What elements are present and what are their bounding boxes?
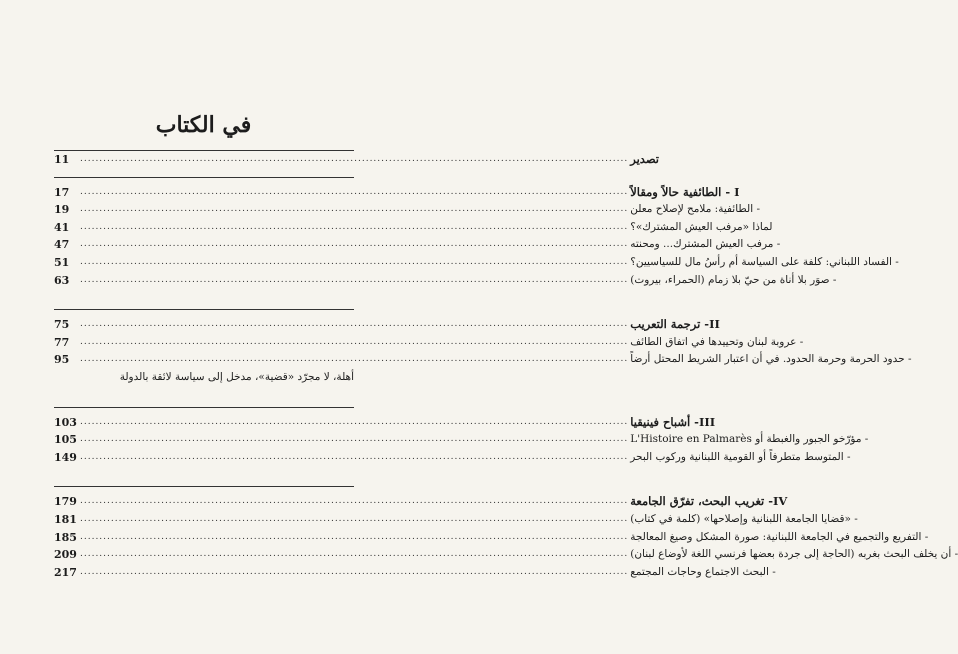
page-number: 11 xyxy=(54,153,70,166)
dot-leader xyxy=(80,546,628,564)
page-number: 103 xyxy=(54,415,77,429)
page-number: 185 xyxy=(54,530,77,544)
toc-entry-title: - المتوسط متطرفاً أو القومية اللبنانية وركوب البحر xyxy=(630,450,851,463)
page-number: 77 xyxy=(54,335,70,349)
toc-divider xyxy=(54,407,354,408)
toc-entry-title: - التفريع والتجميع في الجامعة اللبنانية: صورة المشكل وصيغ المعالجة xyxy=(630,530,929,543)
page-number: 47 xyxy=(54,238,70,252)
dot-leader xyxy=(80,201,628,219)
dot-leader xyxy=(80,316,628,334)
toc-section-3 xyxy=(54,407,869,467)
toc-section-1 xyxy=(54,177,899,290)
dot-leader xyxy=(80,151,628,169)
table-of-contents xyxy=(54,150,958,581)
page-number: 41 xyxy=(54,220,70,234)
dot-leader xyxy=(80,351,628,369)
dot-leader xyxy=(80,236,628,254)
page-number: 63 xyxy=(54,273,70,287)
dot-leader xyxy=(80,414,628,432)
page-number: 51 xyxy=(54,255,70,269)
toc-entry xyxy=(54,236,781,254)
dot-leader xyxy=(80,511,628,529)
toc-entry-title: - «قضايا الجامعة اللبنانية وإصلاحها» (كلمة في كتاب) xyxy=(630,512,858,525)
page-number: 217 xyxy=(54,565,77,579)
page-number: 179 xyxy=(54,495,77,509)
toc-entry-title: - الطائفية: ملامح لإصلاح معلن xyxy=(630,203,761,216)
dot-leader xyxy=(80,272,628,290)
toc-section-intro xyxy=(54,150,660,169)
dot-leader xyxy=(80,254,628,272)
toc-entry-title: - صوَر بلا أناة من حيّ بلا زمام (الحمراء، بيروت) xyxy=(630,273,837,286)
toc-heading-title: تصدير xyxy=(630,152,660,166)
dot-leader xyxy=(80,564,628,582)
toc-entry xyxy=(54,511,858,529)
toc-section-2 xyxy=(54,309,912,386)
page-number: 209 xyxy=(54,548,77,562)
toc-heading-1 xyxy=(54,184,740,202)
toc-entry-title: أهلة، لا مجرّد «قضية»، مدخل إلى سياسة لائقة بالدولة xyxy=(119,370,354,383)
toc-heading-title: II- ترجمة التعريب xyxy=(630,317,720,332)
toc-divider xyxy=(54,177,354,178)
toc-heading-title: IV- تغريب البحث، تفرّق الجامعة xyxy=(630,494,788,509)
toc-divider xyxy=(54,309,354,310)
toc-entry xyxy=(54,219,773,237)
dot-leader xyxy=(80,184,628,202)
toc-entry-title: - أن يخلف البحث بغربه (الحاجة إلى جردة بعضها فرنسي اللغة لأوضاع لبنان) xyxy=(630,548,958,561)
toc-entry xyxy=(54,564,776,582)
dot-leader xyxy=(80,449,628,467)
toc-heading-title: I - الطائفية حالاً ومقالاً xyxy=(630,184,740,199)
page-number: 105 xyxy=(54,433,77,447)
page-number: 149 xyxy=(54,450,77,464)
toc-heading-2 xyxy=(54,316,720,334)
dot-leader xyxy=(80,493,628,511)
toc-entry-title: - مرفب العيش المشترك... ومحنته xyxy=(630,238,781,251)
toc-entry-title: - مؤرّخو الجبور والغبطة أو L'Histoire en Palmarès xyxy=(630,433,869,446)
dot-leader xyxy=(80,529,628,547)
dot-leader xyxy=(80,431,628,449)
toc-entry-title: - عروبة لبنان وتحييدها في اتفاق الطائف xyxy=(630,335,804,348)
toc-heading-4 xyxy=(54,493,788,511)
toc-entry xyxy=(54,272,837,290)
page-number: 75 xyxy=(54,318,70,332)
toc-entry xyxy=(54,449,851,467)
toc-entry-title: - حدود الحرمة وحرمة الحدود. في أن اعتبار الشريط المحتل أرضاً xyxy=(630,353,912,366)
toc-entry xyxy=(54,431,869,449)
toc-divider xyxy=(54,486,354,487)
toc-entry xyxy=(54,334,804,352)
toc-entry-continuation xyxy=(54,369,354,387)
page-number: 17 xyxy=(54,185,70,199)
page-title: في الكتاب xyxy=(155,112,252,138)
page-number: 19 xyxy=(54,203,70,217)
toc-entry xyxy=(54,254,899,272)
toc-entry xyxy=(54,351,912,369)
toc-entry-title: - البحث الاجتماع وحاجات المجتمع xyxy=(630,565,776,578)
dot-leader xyxy=(80,219,628,237)
toc-heading-intro xyxy=(54,151,660,169)
toc-entry xyxy=(54,546,958,564)
toc-entry-title: - الفساد اللبناني: كلفة على السياسة أم رأسُ مال للسياسيين؟ xyxy=(630,255,899,268)
toc-heading-title: III- أشباح فينيقيا xyxy=(630,414,716,429)
page-number: 95 xyxy=(54,353,70,367)
dot-leader xyxy=(80,334,628,352)
toc-section-4 xyxy=(54,486,958,581)
toc-entry xyxy=(54,529,929,547)
page-number: 181 xyxy=(54,512,77,526)
toc-entry-title: لماذا «مرفب العيش المشترك»؟ xyxy=(630,220,773,233)
toc-entry xyxy=(54,201,761,219)
toc-heading-3 xyxy=(54,414,716,432)
